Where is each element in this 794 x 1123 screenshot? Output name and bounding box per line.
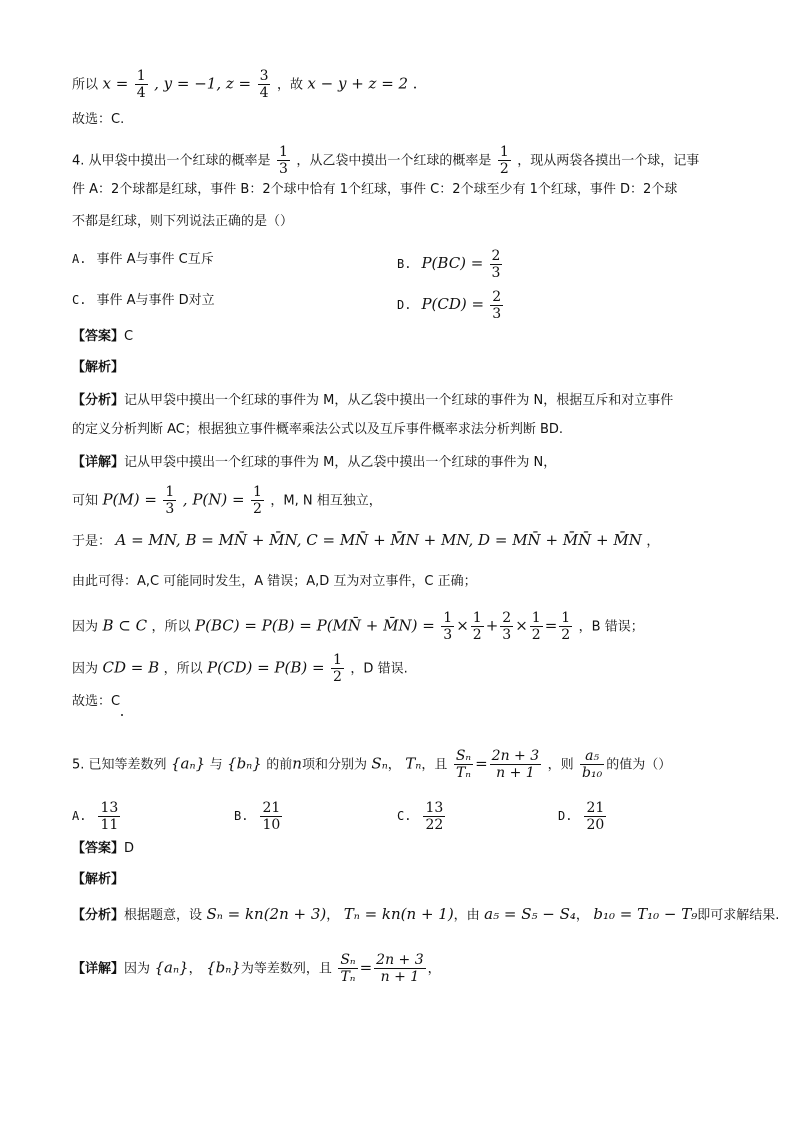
fraction xyxy=(338,952,357,985)
text: ， xyxy=(575,908,589,923)
q4-option-d xyxy=(397,289,505,322)
fraction xyxy=(530,610,543,643)
denominator: 2 xyxy=(499,161,509,177)
math: a₅ = S₅ − S₄ xyxy=(484,905,576,923)
fraction xyxy=(471,610,484,643)
math: = xyxy=(475,754,488,773)
fraction xyxy=(498,144,511,177)
fenxi-tag: 【分析】 xyxy=(72,393,125,408)
denominator: 3 xyxy=(502,627,512,643)
math: b₁₀ = T₁₀ − T₉ xyxy=(593,905,698,923)
numerator: 1 xyxy=(443,610,453,626)
fraction xyxy=(331,652,344,685)
option-label: A. xyxy=(72,252,87,266)
math: Sₙ xyxy=(371,754,388,773)
denominator: 2 xyxy=(531,627,541,643)
numerator: 13 xyxy=(100,800,119,816)
math: n xyxy=(292,754,302,773)
math: P(CD) = xyxy=(421,295,485,313)
math: + xyxy=(485,616,499,635)
text: 因为 xyxy=(72,661,99,677)
q5-stem xyxy=(72,748,671,781)
numerator: Sₙ xyxy=(455,748,472,764)
q5-option-c xyxy=(397,800,447,833)
denominator: 2 xyxy=(561,627,571,643)
math: × xyxy=(456,616,469,635)
numerator: 1 xyxy=(499,144,509,160)
q4-option-c xyxy=(72,290,215,311)
text: ， xyxy=(326,908,340,923)
text: 记从甲袋中摸出一个红球的事件为 M，从乙袋中摸出一个红球的事件为 N，根据互斥和对立事件 xyxy=(124,393,674,408)
denominator: 2 xyxy=(472,627,482,643)
option-text: 事件 A与事件 C互斥 xyxy=(96,252,214,267)
text: 记从甲袋中摸出一个红球的事件为 M，从乙袋中摸出一个红球的事件为 N， xyxy=(124,455,557,470)
fraction xyxy=(441,610,454,643)
q4-detail-line6 xyxy=(72,652,408,685)
numerator: 1 xyxy=(136,68,146,84)
denominator: 2 xyxy=(333,669,342,685)
option-label: A. xyxy=(72,809,87,823)
q4-stem xyxy=(72,144,699,177)
denominator: b₁₀ xyxy=(582,765,603,781)
denominator: 4 xyxy=(136,85,146,101)
math: B ⊂ C xyxy=(102,616,148,635)
q5-option-d xyxy=(558,800,608,833)
fraction xyxy=(559,610,572,643)
detail-tag: 【详解】 xyxy=(72,455,125,470)
math: x − y + z = 2 xyxy=(307,74,409,93)
math: = xyxy=(544,616,558,635)
math: Tₙ xyxy=(405,754,422,773)
numerator: 1 xyxy=(333,652,342,668)
text: ，所以 xyxy=(151,619,191,635)
fraction xyxy=(251,484,264,517)
numerator: 2 xyxy=(502,610,512,626)
numerator: 21 xyxy=(262,800,281,816)
math: Sₙ = kn(2n + 3) xyxy=(206,905,327,923)
denominator: 22 xyxy=(425,817,444,833)
text: 所以 xyxy=(72,77,99,93)
numerator: a₅ xyxy=(580,748,604,765)
denominator: 3 xyxy=(165,501,175,517)
detail-tag: 【详解】 xyxy=(72,961,125,977)
text: ，M, N 相互独立， xyxy=(270,493,382,509)
numerator: 21 xyxy=(586,800,605,816)
text: ， xyxy=(188,961,202,977)
text: 于是： xyxy=(72,534,112,549)
denominator: 3 xyxy=(279,161,288,177)
option-label: D. xyxy=(397,298,412,312)
q4-detail-line2 xyxy=(72,484,382,517)
denominator: Tₙ xyxy=(455,765,471,781)
math: P(CD) = P(B) = xyxy=(207,658,325,677)
numerator: 1 xyxy=(561,610,571,626)
numerator: 2 xyxy=(491,248,501,264)
fraction xyxy=(580,748,604,781)
q4-answer xyxy=(72,326,133,347)
text: ，D 错误. xyxy=(350,661,408,677)
text: 因为 xyxy=(72,619,99,635)
q4-choose: 故选：C xyxy=(72,694,121,709)
option-label: C. xyxy=(72,293,87,307)
math: P(BC) = xyxy=(421,254,484,272)
numerator: 13 xyxy=(425,800,444,816)
fraction xyxy=(423,800,445,833)
answer-line: 故选：C. xyxy=(72,112,125,127)
text: ， xyxy=(427,961,441,977)
denominator: 10 xyxy=(262,817,281,833)
q5-analysis-tag: 【解析】 xyxy=(72,872,125,887)
solution-line xyxy=(72,68,417,101)
text: 的值为（） xyxy=(606,757,672,773)
q4-option-b xyxy=(397,248,504,281)
denominator: Tₙ xyxy=(340,969,356,985)
q4-fenxi xyxy=(72,390,673,411)
text: ，由 xyxy=(453,908,480,923)
math: , y = −1, z = xyxy=(154,74,252,93)
math: = xyxy=(359,958,373,977)
fraction xyxy=(374,952,425,985)
text: 5. 已知等差数列 xyxy=(72,757,167,773)
fraction xyxy=(135,68,148,101)
option-label: D. xyxy=(558,809,573,823)
q4-option-a xyxy=(72,249,214,270)
text: 项和分别为 xyxy=(301,757,367,773)
q4-detail-line3 xyxy=(72,530,659,552)
text: ， xyxy=(387,757,401,773)
denominator: 3 xyxy=(491,265,501,281)
denominator: 4 xyxy=(259,85,269,101)
q4-detail xyxy=(72,452,556,473)
option-label: C. xyxy=(397,809,412,823)
q5-option-b xyxy=(234,800,284,833)
fraction xyxy=(490,248,503,281)
text: ，则 xyxy=(547,757,574,773)
text: 4. 从甲袋中摸出一个红球的概率是 xyxy=(72,153,271,169)
math: {aₙ} xyxy=(171,754,206,773)
answer-value: D xyxy=(124,841,135,856)
numerator: Sₙ xyxy=(340,952,356,968)
fraction xyxy=(454,748,473,781)
q5-fenxi xyxy=(72,904,779,926)
numerator: 1 xyxy=(279,144,288,160)
text: ，且 xyxy=(421,757,448,773)
text: 可知 xyxy=(72,493,99,509)
denominator: 2 xyxy=(253,501,262,517)
text: ， xyxy=(646,534,660,549)
numerator: 3 xyxy=(259,68,269,84)
math: {bₙ} xyxy=(206,958,241,977)
math: {bₙ} xyxy=(227,754,262,773)
fraction xyxy=(490,289,503,322)
fraction xyxy=(277,144,290,177)
fraction xyxy=(584,800,606,833)
q4-stem-line3: 不都是红球，则下列说法正确的是（） xyxy=(72,214,294,229)
math: x = xyxy=(102,74,129,93)
q5-answer xyxy=(72,838,134,859)
q4-detail-line4: 由此可得：A,C 可能同时发生，A 错误；A,D 互为对立事件，C 正确； xyxy=(72,574,477,589)
text: ，所以 xyxy=(163,661,203,677)
denominator: n + 1 xyxy=(496,765,535,781)
denominator: n + 1 xyxy=(380,969,420,985)
fraction xyxy=(500,610,513,643)
fenxi-tag: 【分析】 xyxy=(72,908,125,923)
option-text: 事件 A与事件 D对立 xyxy=(96,293,215,308)
math: {aₙ} xyxy=(154,958,189,977)
text: ，故 xyxy=(276,77,303,93)
text: ，现从两袋各摸出一个球，记事 xyxy=(517,153,700,169)
numerator: 2n + 3 xyxy=(376,952,424,968)
answer-tag: 【答案】 xyxy=(72,329,125,344)
numerator: 1 xyxy=(531,610,541,626)
stray-dot xyxy=(121,714,123,716)
q5-detail xyxy=(72,952,441,985)
text: ，从乙袋中摸出一个红球的概率是 xyxy=(296,153,492,169)
q4-detail-line5 xyxy=(72,610,644,643)
denominator: 20 xyxy=(586,817,605,833)
text: 的前 xyxy=(266,757,293,773)
fraction xyxy=(260,800,282,833)
fraction xyxy=(490,748,541,781)
math: , P(N) = xyxy=(182,490,245,509)
math: P(M) = xyxy=(102,490,157,509)
option-label: B. xyxy=(397,257,412,271)
q4-analysis-tag: 【解析】 xyxy=(72,360,125,375)
math: CD = B xyxy=(102,658,160,677)
denominator: 3 xyxy=(443,627,453,643)
q5-option-a xyxy=(72,800,122,833)
answer-value: C xyxy=(124,329,134,344)
text: ，B 错误； xyxy=(578,619,644,635)
q4-stem-line2: 件 A：2个球都是红球，事件 B：2个球中恰有 1个红球，事件 C：2个球至少有 1个红球，事件 D：2个球 xyxy=(72,182,678,197)
option-label: B. xyxy=(234,809,249,823)
text: 因为 xyxy=(124,961,151,977)
text: 根据题意，设 xyxy=(124,908,203,923)
numerator: 1 xyxy=(472,610,482,626)
answer-tag: 【答案】 xyxy=(72,841,125,856)
math: × xyxy=(515,616,528,635)
fraction xyxy=(163,484,176,517)
fraction xyxy=(98,800,120,833)
q4-fenxi-line2: 的定义分析判断 AC；根据独立事件概率乘法公式以及互斥事件概率求法分析判断 BD. xyxy=(72,422,564,437)
text: 为等差数列，且 xyxy=(240,961,332,977)
text: 与 xyxy=(209,757,223,773)
denominator: 11 xyxy=(100,817,119,833)
math: Tₙ = kn(n + 1) xyxy=(343,905,454,923)
numerator: 1 xyxy=(165,484,175,500)
text: 即可求解结果. xyxy=(697,908,780,923)
numerator: 1 xyxy=(253,484,262,500)
fraction xyxy=(258,68,271,101)
math: P(BC) = P(B) = P(MN̄ + M̄N) = xyxy=(195,616,435,635)
denominator: 3 xyxy=(492,306,502,322)
text: . xyxy=(412,74,418,93)
numerator: 2 xyxy=(492,289,502,305)
math: A = MN, B = MN̄ + M̄N, C = MN̄ + M̄N + MN, D = MN̄ + M̄N̄ + M̄N xyxy=(115,531,642,549)
numerator: 2n + 3 xyxy=(491,748,540,764)
